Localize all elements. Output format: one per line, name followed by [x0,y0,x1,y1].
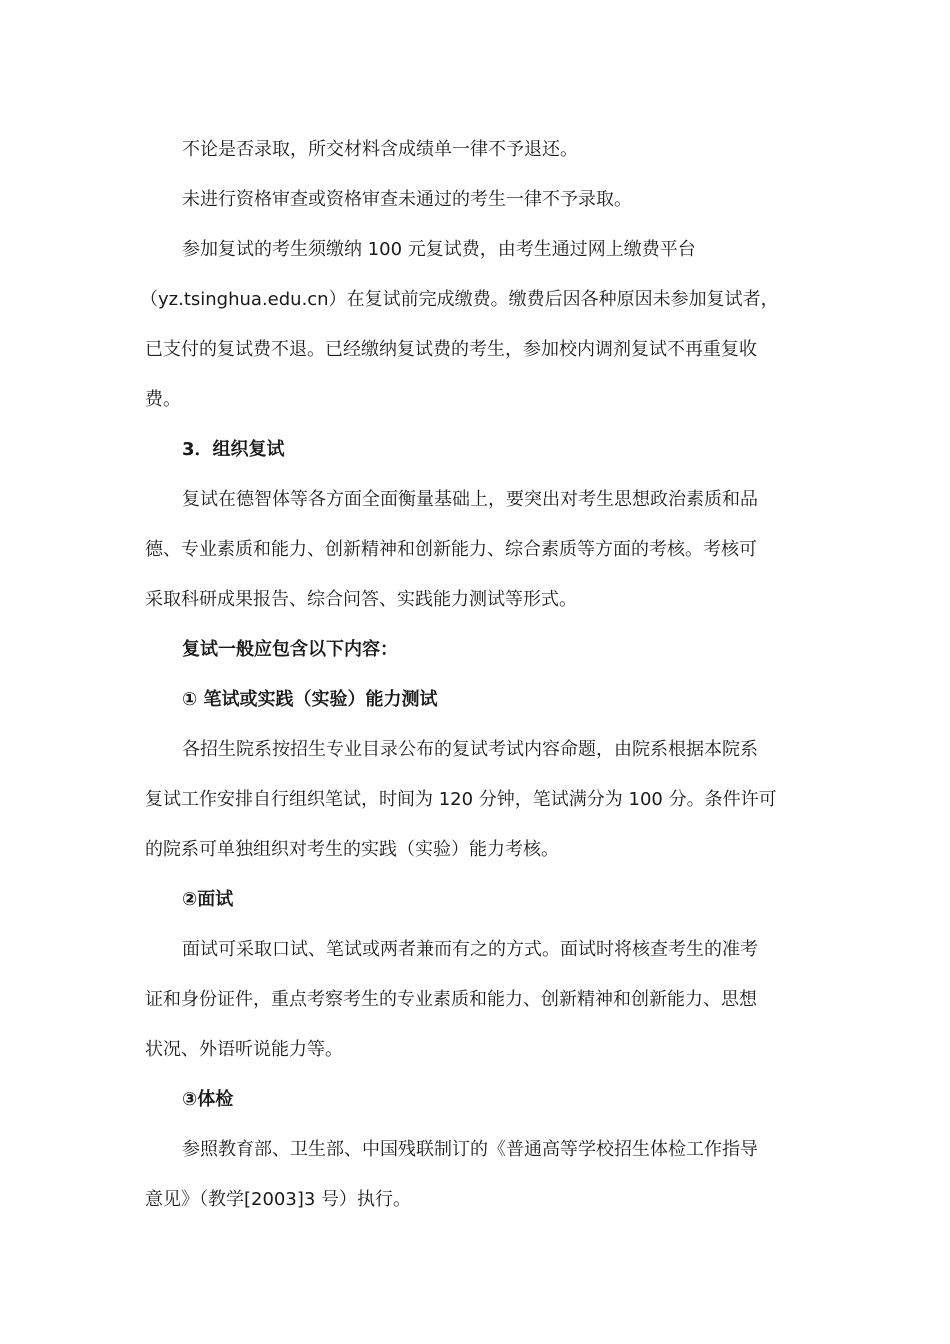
paragraph-line: 复试工作安排自行组织笔试，时间为 120 分钟，笔试满分为 100 分。条件许可 [145,789,777,810]
paragraph-line: （yz.tsinghua.edu.cn）在复试前完成缴费。缴费后因各种原因未参加复试者， [140,289,779,310]
subsection-heading: ③体检 [182,1089,234,1110]
paragraph-line: 未进行资格审查或资格审查未通过的考生一律不予录取。 [182,189,632,210]
paragraph-line: 采取科研成果报告、综合问答、实践能力测试等形式。 [145,589,577,610]
subsection-heading: ① 笔试或实践（实验）能力测试 [182,689,438,710]
paragraph-line: 的院系可单独组织对考生的实践（实验）能力考核。 [145,839,559,860]
subsection-heading: 复试一般应包含以下内容： [182,639,398,660]
paragraph-line: 复试在德智体等各方面全面衡量基础上，要突出对考生思想政治素质和品 [182,489,758,510]
section-heading: 3．组织复试 [182,439,285,460]
paragraph-line: 参加复试的考生须缴纳 100 元复试费，由考生通过网上缴费平台 [182,239,696,260]
paragraph-line: 证和身份证件，重点考察考生的专业素质和能力、创新精神和创新能力、思想 [145,989,757,1010]
paragraph-line: 费。 [145,389,181,410]
paragraph-line: 状况、外语听说能力等。 [145,1039,343,1060]
paragraph-line: 意见》（教学[2003]3 号）执行。 [145,1189,412,1210]
paragraph-line: 德、专业素质和能力、创新精神和创新能力、综合素质等方面的考核。考核可 [145,539,757,560]
paragraph-line: 各招生院系按招生专业目录公布的复试考试内容命题，由院系根据本院系 [182,739,758,760]
paragraph-line: 面试可采取口试、笔试或两者兼而有之的方式。面试时将核查考生的准考 [182,939,758,960]
paragraph-line: 不论是否录取，所交材料含成绩单一律不予退还。 [182,139,578,160]
paragraph-line: 参照教育部、卫生部、中国残联制订的《普通高等学校招生体检工作指导 [182,1139,758,1160]
paragraph-line: 已支付的复试费不退。已经缴纳复试费的考生，参加校内调剂复试不再重复收 [145,339,757,360]
subsection-heading: ②面试 [182,889,234,910]
